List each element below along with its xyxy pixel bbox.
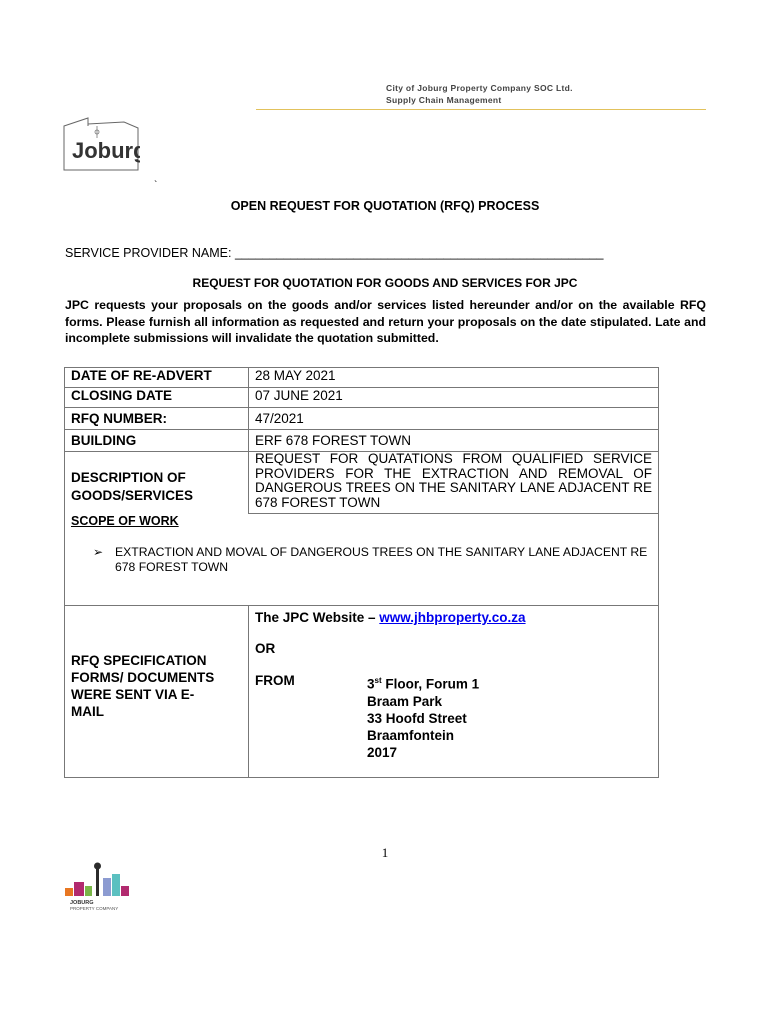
building-value: ERF 678 FOREST TOWN [249, 430, 659, 452]
description-label-line: GOODS/SERVICES [71, 487, 194, 503]
table-row [65, 430, 659, 452]
spec-label-line: MAIL [71, 704, 104, 719]
floor-rest: Floor, Forum 1 [381, 676, 480, 692]
floor-suffix: st [374, 676, 382, 685]
address-block [255, 672, 652, 761]
from-label: FROM [255, 673, 295, 688]
svg-text:Joburg: Joburg [72, 138, 140, 163]
jpc-skyline-logo-icon [62, 856, 134, 916]
section-subtitle: REQUEST FOR QUOTATION FOR GOODS AND SERVICES FOR JPC [192, 276, 578, 290]
description-label [65, 452, 249, 514]
table-row [65, 388, 659, 408]
date-readvert-value: 28 MAY 2021 [249, 368, 659, 388]
website-line [255, 610, 652, 625]
address-line: 33 Hoofd Street [367, 710, 467, 726]
spec-forms-sources [249, 606, 659, 778]
page-title: OPEN REQUEST FOR QUOTATION (RFQ) PROCESS [230, 199, 540, 213]
department-name: Supply Chain Management [386, 95, 502, 105]
intro-paragraph: JPC requests your proposals on the goods and/or services listed hereunder and/or on the available RFQ forms. Please furnish all information as requested and return your proposals on the date stipulated. Late and incomplete submissions will invalidate the quotation submitted. [65, 298, 706, 345]
rfq-number-value: 47/2021 [249, 408, 659, 430]
address-line: Braamfontein [367, 727, 455, 743]
spec-label-line: FORMS/ DOCUMENTS [71, 670, 215, 685]
table-row [65, 408, 659, 430]
spec-label-line: WERE SENT VIA E- [71, 687, 195, 702]
company-name: City of Joburg Property Company SOC Ltd. [386, 83, 573, 93]
website-link[interactable]: www.jhbproperty.co.za [379, 610, 526, 625]
description-label-line: DESCRIPTION OF [71, 469, 186, 485]
arrow-bullet-icon: ➢ [93, 545, 104, 559]
table-row [65, 368, 659, 388]
or-text: OR [255, 641, 276, 656]
address [367, 672, 479, 761]
rfq-number-label: RFQ NUMBER: [65, 408, 249, 430]
service-provider-label: SERVICE PROVIDER NAME: [65, 246, 232, 260]
address-line: 2017 [367, 744, 398, 760]
table-row [65, 452, 659, 514]
closing-date-value: 07 JUNE 2021 [249, 388, 659, 408]
scope-of-work-cell [65, 514, 659, 606]
joburg-logo-icon [62, 112, 140, 174]
scope-item-text: EXTRACTION AND MOVAL OF DANGEROUS TREES ON THE SANITARY LANE ADJACENT RE 678 FOREST TOWN [115, 545, 648, 574]
service-provider-blank: _____________________________________________________ [234, 246, 604, 260]
service-provider-line [65, 246, 603, 260]
stray-mark: ` [154, 180, 158, 191]
table-row [65, 606, 659, 778]
header-divider [256, 109, 706, 110]
closing-date-label: CLOSING DATE [65, 388, 249, 408]
table-row [65, 514, 659, 606]
page-number: 1 [381, 845, 389, 860]
description-value: REQUEST FOR QUATATIONS FROM QUALIFIED SERVICE PROVIDERS FOR THE EXTRACTION AND REMOVAL OF DANGEROUS TREES ON THE SANITARY LANE ADJACENT RE 678 FOREST TOWN [249, 452, 659, 514]
website-prefix: The JPC Website – [255, 610, 380, 625]
letterhead [386, 82, 573, 106]
building-label: BUILDING [65, 430, 249, 452]
list-item [93, 545, 652, 575]
scope-of-work-label: SCOPE OF WORK [71, 514, 179, 528]
svg-text:JOBURG: JOBURG [70, 900, 94, 906]
date-readvert-label: DATE OF RE-ADVERT [65, 368, 249, 388]
address-floor [367, 672, 479, 693]
spec-forms-label [65, 606, 249, 778]
rfq-details-table [64, 367, 659, 778]
svg-text:PROPERTY COMPANY: PROPERTY COMPANY [70, 906, 119, 911]
spec-label-line: RFQ SPECIFICATION [71, 653, 207, 668]
address-line: Braam Park [367, 693, 443, 709]
floor-number: 3 [367, 676, 375, 692]
